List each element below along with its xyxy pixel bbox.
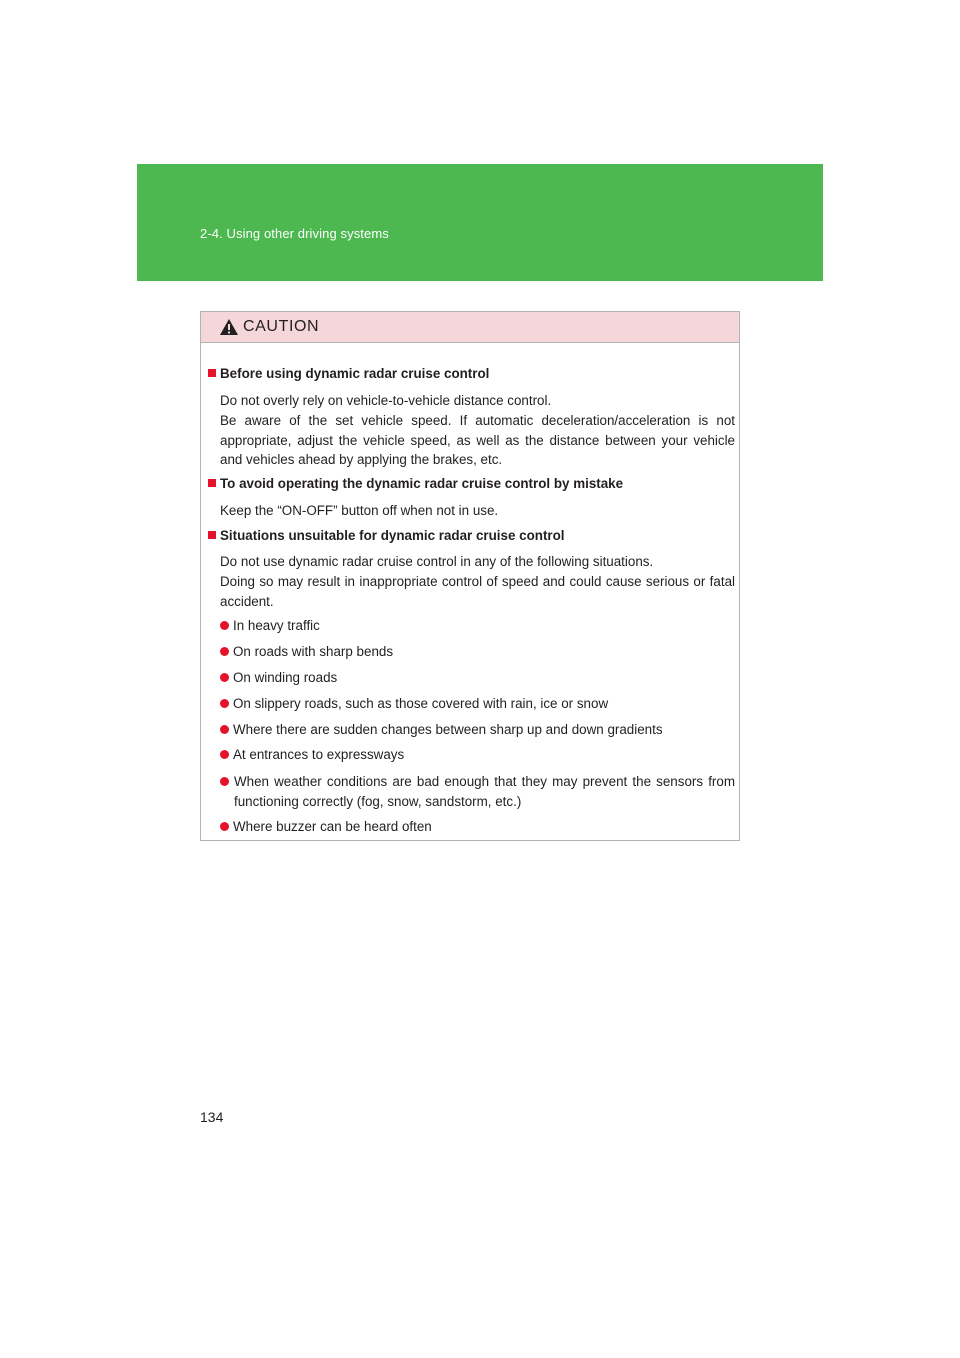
section-heading: To avoid operating the dynamic radar cruise control by mistake <box>208 475 623 493</box>
square-bullet-icon <box>208 479 216 487</box>
paragraph: Doing so may result in inappropriate control of speed and could cause serious or fatal accident. <box>220 574 735 609</box>
list-item: Where there are sudden changes between sharp up and down gradients <box>220 721 663 739</box>
section-heading: Situations unsuitable for dynamic radar cruise control <box>208 527 565 545</box>
dot-bullet-icon <box>220 647 229 656</box>
list-item: In heavy traffic <box>220 617 320 635</box>
list-item: On slippery roads, such as those covered with rain, ice or snow <box>220 695 608 713</box>
dot-bullet-icon <box>220 621 229 630</box>
page-number: 134 <box>200 1109 224 1125</box>
header-band <box>137 164 823 281</box>
paragraph: Do not use dynamic radar cruise control in any of the following situations. <box>220 554 654 569</box>
dot-bullet-icon <box>220 777 229 786</box>
dot-bullet-icon <box>220 673 229 682</box>
list-item: On roads with sharp bends <box>220 643 393 661</box>
square-bullet-icon <box>208 369 216 377</box>
dot-bullet-icon <box>220 750 229 759</box>
paragraph: Be aware of the set vehicle speed. If automatic deceleration/acceleration is not appropriate, adjust the vehicle speed, as well as the distance between your vehicle and vehicles ahead by applying the brakes, etc. <box>220 413 735 467</box>
paragraph: Do not overly rely on vehicle-to-vehicle distance control. <box>220 393 552 408</box>
square-bullet-icon <box>208 531 216 539</box>
list-item: Where buzzer can be heard often <box>220 818 432 836</box>
dot-bullet-icon <box>220 725 229 734</box>
caution-header <box>201 312 739 343</box>
caution-title: CAUTION <box>243 318 320 335</box>
paragraph: Keep the “ON-OFF” button off when not in use. <box>220 503 499 518</box>
dot-bullet-icon <box>220 822 229 831</box>
section-title: 2-4. Using other driving systems <box>200 226 389 241</box>
list-item: On winding roads <box>220 669 337 687</box>
warning-triangle-icon <box>219 318 239 336</box>
list-item: At entrances to expressways <box>220 746 404 764</box>
section-heading: Before using dynamic radar cruise control <box>208 365 489 383</box>
caution-box: CAUTION Before using dynamic radar cruise control Do not overly rely on vehicle-to-vehicle distance control. Be aware of the set vehicle speed. If automatic deceleration/acceleration is not appropriate, adjust the vehicle speed, as well as the distance between your vehicle and vehicles ahead by applying the brakes, etc. To avoid operating the dynamic radar cruise control by mistake Keep the “ON-OFF” button off when not in use. Situations unsuitable for dynamic radar cruise control Do not use dynamic radar cruise control in any of the following situations. Doing so may result in inappropriate control of speed and could cause serious or fatal accident. In heavy traffic On roads with sharp bends On winding roads On slippery roads, such as those covered with rain, ice or snow Where there are sudden changes between sharp up and down gradients At entrances to expressways When weather conditions are bad enough that they may prevent the sensors from functioning correctly (fog, snow, sandstorm, etc.) Where buzzer can be heard often <box>200 311 740 841</box>
dot-bullet-icon <box>220 699 229 708</box>
